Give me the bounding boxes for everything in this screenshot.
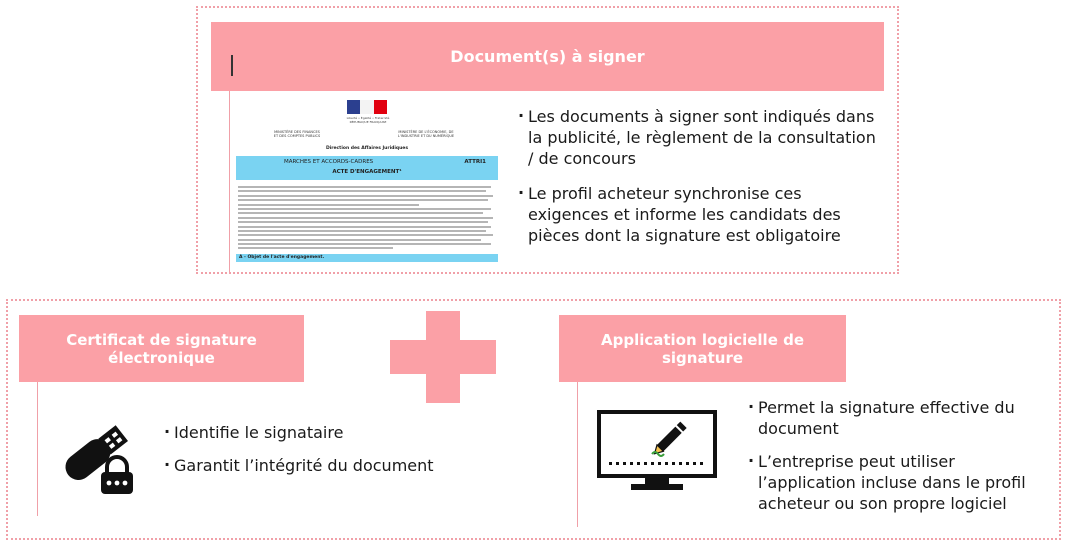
document-section-title: A - Objet de l'acte d'engagement.	[239, 255, 325, 260]
document-band-subtitle: ACTE D'ENGAGEMENT¹	[332, 169, 402, 175]
list-item: · L’entreprise peut utiliser l’application incluse dans le profil acheteur ou son propre logiciel	[748, 451, 1048, 514]
padlock-icon	[101, 457, 133, 494]
list-item: · Identifie le signataire	[164, 422, 494, 443]
signing-application-title: Application logicielle de signature	[600, 330, 805, 367]
document-body-text	[238, 186, 496, 252]
certificate-banner	[19, 315, 304, 382]
document-band-code: ATTRI1	[464, 159, 486, 165]
ministry-right: MINISTÈRE DE L'ÉCONOMIE, DE L'INDUSTRIE ET DU NUMÉRIQUE	[397, 130, 455, 138]
certificate-title: Certificat de signature électronique	[66, 330, 257, 367]
document-section-band	[236, 254, 498, 262]
flag-blue	[347, 100, 360, 114]
right-connector-line	[577, 382, 578, 527]
document-header-band	[236, 156, 498, 180]
documents-to-sign-title: Document(s) à signer	[450, 46, 645, 66]
logo-caption: Liberté • Égalité • Fraternité RÉPUBLIQUE FRANÇAISE	[346, 116, 390, 124]
flag-white	[360, 100, 373, 114]
ministry-left: MINISTÈRE DES FINANCES ET DES COMPTES PUBLICS	[273, 130, 321, 138]
documents-to-sign-banner	[211, 22, 884, 91]
document-bullets	[518, 106, 878, 246]
document-band-title: MARCHES ET ACCORDS-CADRES	[284, 159, 374, 165]
signing-application-banner	[559, 315, 846, 382]
left-connector-line	[37, 382, 38, 516]
list-item: · Garantit l’intégrité du document	[164, 455, 494, 476]
flag-red	[374, 100, 387, 114]
republic-flag-logo	[347, 100, 387, 114]
list-item: · Le profil acheteur synchronise ces exigences et informe les candidats des pièces dont la signature est obligatoire	[518, 183, 878, 246]
list-item: · Permet la signature effective du document	[748, 397, 1048, 439]
list-item: · Les documents à signer sont indiqués dans la publicité, le règlement de la consultation / de concours	[518, 106, 878, 169]
document-direction: Direction des Affaires Juridiques	[325, 146, 409, 151]
usb-key-lock-icon	[54, 412, 138, 496]
plus-icon-horizontal	[390, 340, 496, 374]
top-connector-line	[229, 91, 230, 273]
monitor-pen-signature-icon	[597, 410, 717, 494]
text-cursor-mark	[231, 55, 233, 76]
signing-application-bullets	[748, 397, 1048, 514]
certificate-bullets	[164, 422, 494, 476]
document-thumbnail	[236, 97, 498, 265]
